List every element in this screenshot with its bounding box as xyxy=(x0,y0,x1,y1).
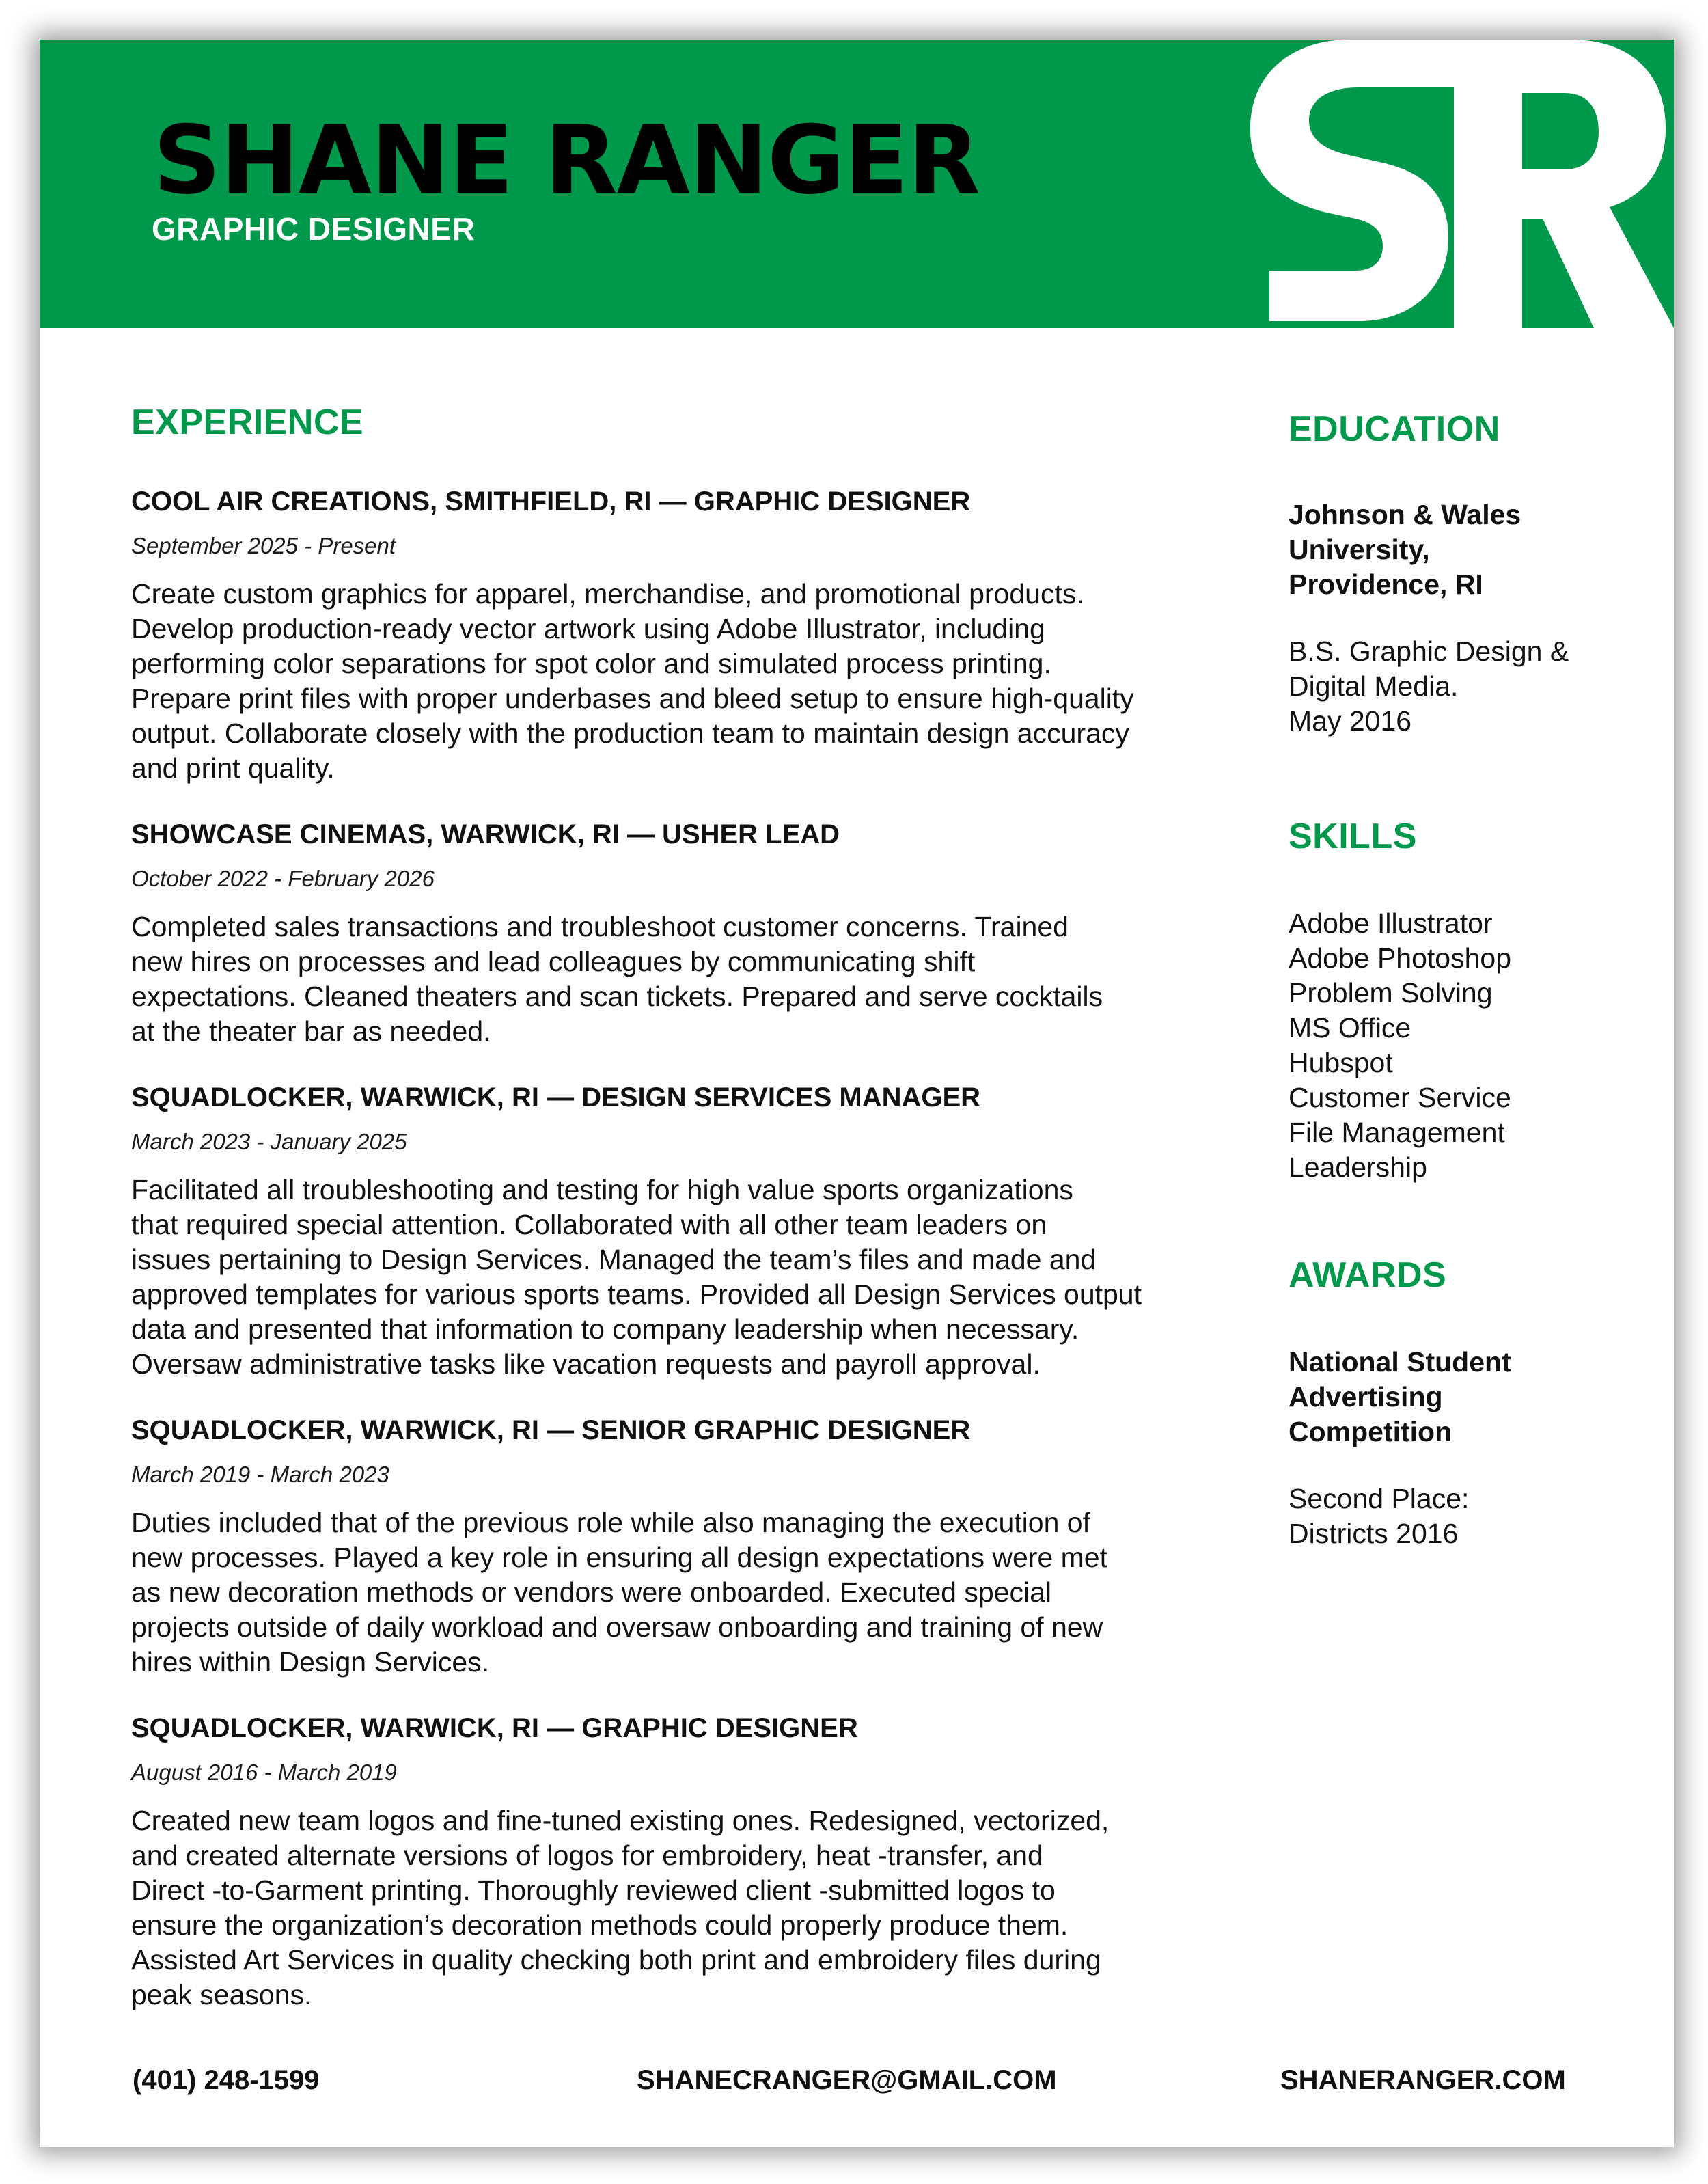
education-heading: EDUCATION xyxy=(1289,409,1500,449)
job-5-description: Created new team logos and fine-tuned existing ones. Redesigned, vectorized, and created alternate versions of logos for embroidery, heat -transfer, and Direct -to-Garment printing. Thoroughly reviewed client -submitted logos to ensure the organization’s decoration methods could properly produce them. Assisted Art Services in quality checking both print and embroidery files during peak seasons. xyxy=(131,1805,1110,2010)
candidate-title: GRAPHIC DESIGNER xyxy=(152,211,476,247)
skill-item: Adobe Illustrator xyxy=(1289,907,1493,939)
contact-email[interactable]: SHANECRANGER@GMAIL.COM xyxy=(637,2065,1057,2095)
header-banner xyxy=(40,40,1674,328)
contact-website[interactable]: SHANERANGER.COM xyxy=(1280,2065,1566,2095)
skill-item: Adobe Photoshop xyxy=(1289,942,1511,974)
candidate-name: SHANE RANGER xyxy=(153,105,980,215)
award-name: National Student Advertising Competition xyxy=(1289,1346,1511,1447)
job-2-description: Completed sales transactions and troubleshoot customer concerns. Trained new hires on processes and lead colleagues by communicating shift expectations. Cleaned theaters and scan tickets. Prepared and serve cocktails at the theater bar as needed. xyxy=(131,911,1103,1047)
experience-heading: EXPERIENCE xyxy=(131,402,364,442)
job-1-dates: September 2025 - Present xyxy=(131,533,396,558)
skill-item: Problem Solving xyxy=(1289,977,1493,1009)
job-1-title: COOL AIR CREATIONS, SMITHFIELD, RI — GRAPHIC DESIGNER xyxy=(131,487,971,517)
resume-page xyxy=(40,40,1674,2147)
job-2-title: SHOWCASE CINEMAS, WARWICK, RI — USHER LEAD xyxy=(131,819,840,849)
job-5-dates: August 2016 - March 2019 xyxy=(131,1760,397,1785)
job-3-description: Facilitated all troubleshooting and testing for high value sports organizations that required special attention. Collaborated with all other team leaders on issues pertaining to Design Services. Managed the team’s files and made and approved templates for various sports teams. Provided all Design Services output data and presented that information to company leadership when necessary. Oversaw administrative tasks like vacation requests and payroll approval. xyxy=(131,1174,1142,1380)
job-4-title: SQUADLOCKER, WARWICK, RI — SENIOR GRAPHIC DESIGNER xyxy=(131,1415,971,1445)
skills-heading: SKILLS xyxy=(1289,817,1417,856)
education-degree: B.S. Graphic Design & Digital Media. May 2016 xyxy=(1289,636,1569,737)
skill-item: Leadership xyxy=(1289,1151,1427,1183)
job-4-dates: March 2019 - March 2023 xyxy=(131,1462,389,1487)
job-4-description: Duties included that of the previous role while also managing the execution of new processes. Played a key role in ensuring all design expectations were met as new decoration methods or vendors were onboarded. Executed special projects outside of daily workload and oversaw onboarding and training of new hires within Design Services. xyxy=(131,1507,1107,1678)
award-result: Second Place: Districts 2016 xyxy=(1289,1483,1470,1549)
skill-item: MS Office xyxy=(1289,1012,1411,1043)
job-3-title: SQUADLOCKER, WARWICK, RI — DESIGN SERVICES MANAGER xyxy=(131,1082,981,1113)
job-5-title: SQUADLOCKER, WARWICK, RI — GRAPHIC DESIGNER xyxy=(131,1713,858,1743)
job-2-dates: October 2022 - February 2026 xyxy=(131,866,435,891)
sr-monogram-logo xyxy=(1249,40,1674,328)
awards-heading: AWARDS xyxy=(1289,1255,1447,1295)
skill-item: Hubspot xyxy=(1289,1047,1393,1078)
job-3-dates: March 2023 - January 2025 xyxy=(131,1129,407,1154)
education-school: Johnson & Wales University, Providence, RI xyxy=(1289,499,1521,600)
skill-item: File Management xyxy=(1289,1117,1505,1148)
skill-item: Customer Service xyxy=(1289,1082,1511,1113)
skills-list xyxy=(1289,906,1630,1185)
job-1-description: Create custom graphics for apparel, merchandise, and promotional products. Develop production-ready vector artwork using Adobe Illustrator, including performing color separations for spot color and simulated process printing. Prepare print files with proper underbases and bleed setup to ensure high-quality output. Collaborate closely with the production team to maintain design accuracy and print quality. xyxy=(131,578,1134,784)
contact-phone[interactable]: (401) 248-1599 xyxy=(133,2065,320,2095)
